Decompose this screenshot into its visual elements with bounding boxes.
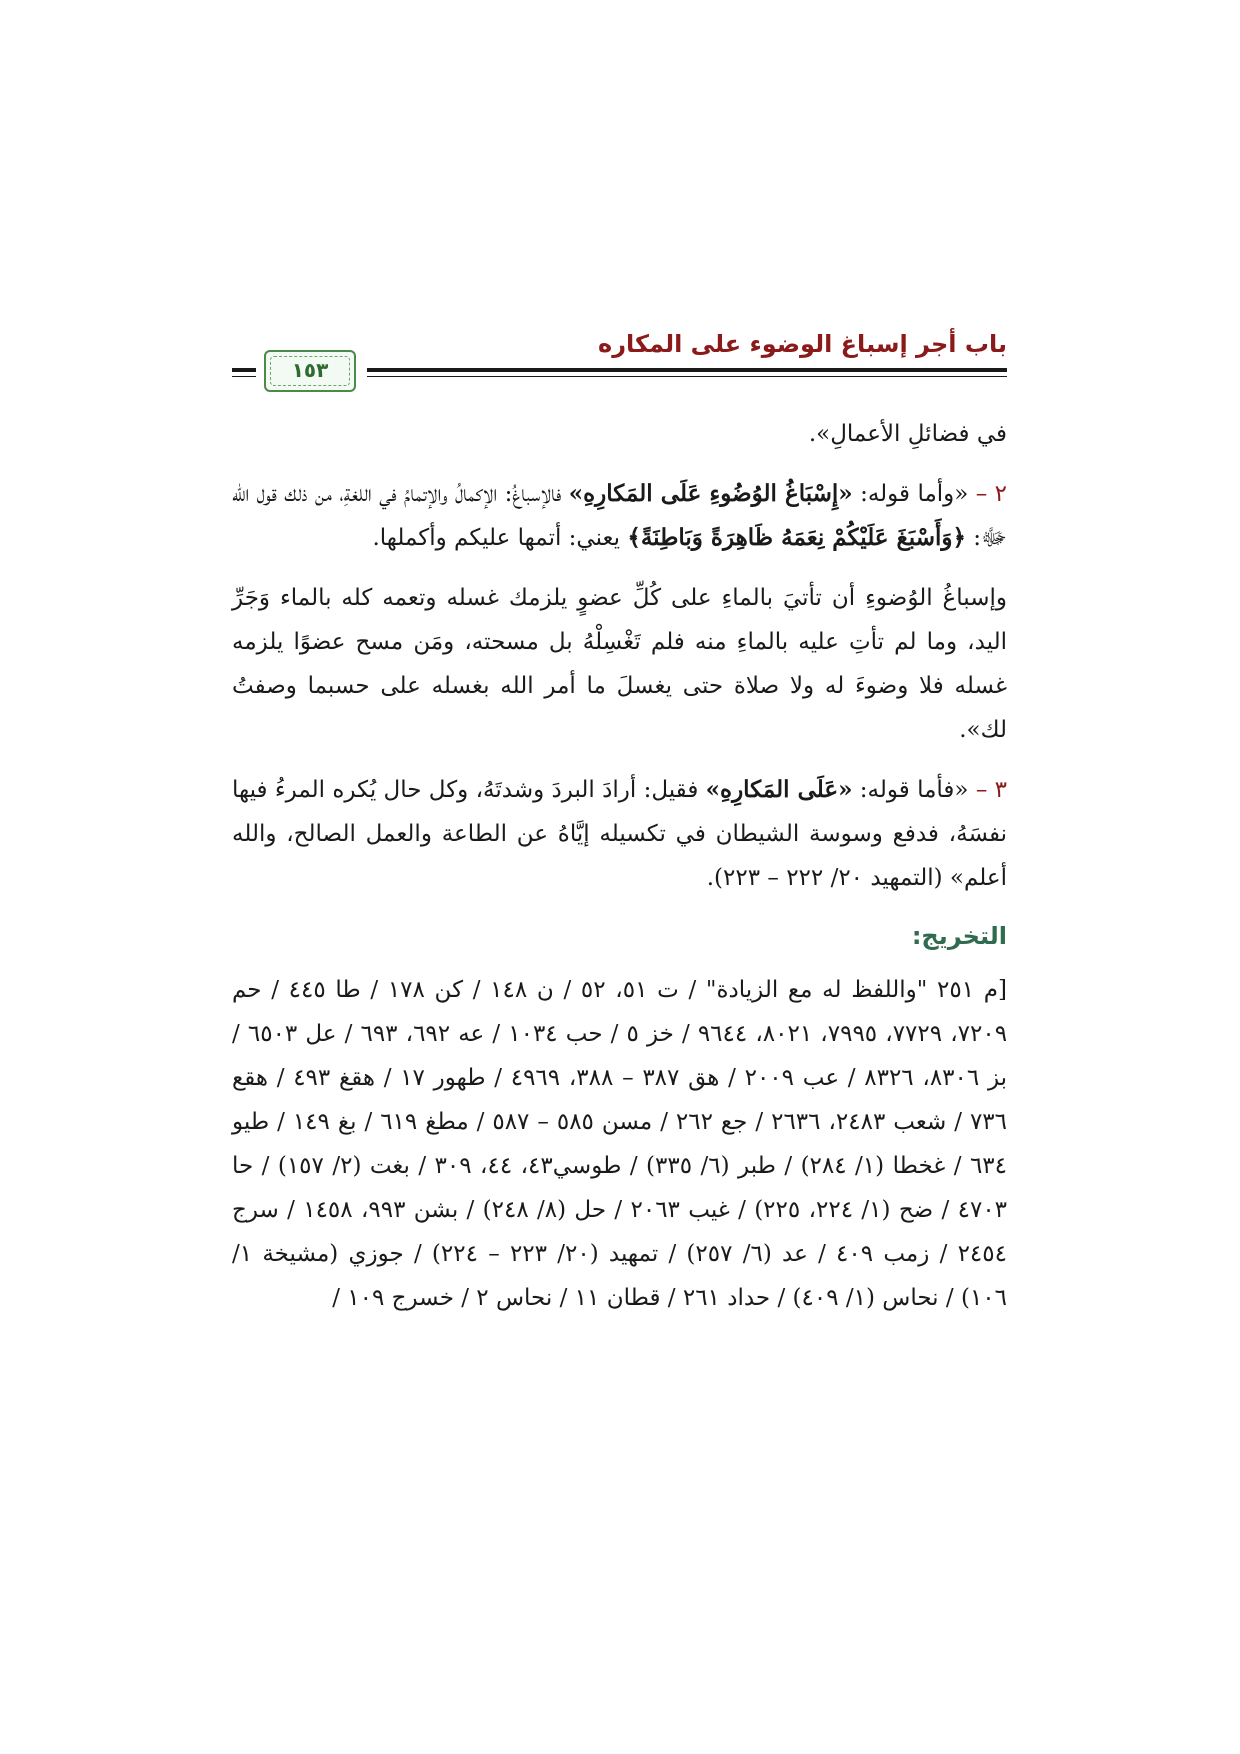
paragraph-3: وإسباغُ الوُضوءِ أن تأتيَ بالماءِ على كُلِّ عضوٍ يلزمك غسله وتعمه كله بالماء وَجَرِّ اليد، وما لم تأتِ عليه بالماءِ منه فلم تَغْسِلْهُ بل مسحته، ومَن مسح عضوًا يلزمه غسله فلا وضوءَ له ولا صلاة حتى يغسلَ ما أمر الله بغسله على حسبما وصفتُ لك». — [232, 585, 1007, 743]
takhrij-heading: التخريج: — [911, 922, 1007, 950]
text-segment: «وأما قوله: — [852, 481, 976, 507]
chapter-title: باب أجر إسباغ الوضوء على المكاره — [598, 330, 1007, 358]
header-rule-thin — [367, 376, 1007, 377]
page-number-badge — [264, 350, 356, 392]
hadith-term: «عَلَى المَكارِهِ» — [705, 776, 853, 803]
paragraph-continuation: في فضائلِ الأعمالِ». — [808, 421, 1007, 447]
paragraph-number: ٣ – — [975, 777, 1008, 803]
text-segment: فالإسباغُ: الإكمالُ والإتمامُ في اللغةِ، من ذلك قول الله ﷻ: — [232, 481, 1007, 551]
text-segment: يعني: أتمها عليكم وأكملها. — [372, 525, 628, 551]
hadith-term: «إِسْبَاغُ الوُضُوءِ عَلَى المَكارِهِ» — [568, 480, 853, 507]
page-header — [232, 330, 1007, 390]
takhrij-references: [م ٢٥١ "واللفظ له مع الزيادة" / ت ٥١، ٥٢ / ن ١٤٨ / كن ١٧٨ / طا ٤٤٥ / حم ٧٢٠٩، ٧٧٢٩، ٧٩٩٥، ٨٠٢١، ٩٦٤٤ / خز ٥ / حب ١٠٣٤ / عه ٦٩٢، ٦٩٣ / عل ٦٥٠٣ / بز ٨٣٠٦، ٨٣٢٦ / عب ٢٠٠٩ / هق ٣٨٧ – ٣٨٨، ٤٩٦٩ / طهور ١٧ / هقغ ٤٩٣ / هقع ٧٣٦ / شعب ٢٤٨٣، ٢٦٣٦ / جع ٢٦٢ / مسن ٥٨٥ – ٥٨٧ / مطغ ٦١٩ / بغ ١٤٩ / طيو ٦٣٤ / غخطا (١/ ٢٨٤) / طبر (٦/ ٣٣٥) / طوسي٤٣، ٤٤، ٣٠٩ / بغت (٢/ ١٥٧) / حا ٤٧٠٣ / ضح (١/ ٢٢٤، ٢٢٥) / غيب ٢٠٦٣ / حل (٨/ ٢٤٨) / بشن ٩٩٣، ١٤٥٨ / سرج ٢٤٥٤ / زمب ٤٠٩ / عد (٦/ ٢٥٧) / تمهيد (٢٠/ ٢٢٣ – ٢٢٤) / جوزي (مشيخة ١/ ١٠٦) / نحاس (١/ ٤٠٩) / حداد ٢٦١ / قطان ١١ / نحاس ٢ / خسرج ١٠٩ / — [232, 977, 1008, 1311]
paragraph-2 — [232, 472, 1007, 560]
header-rule — [367, 368, 1007, 372]
header-rule-left — [232, 368, 256, 372]
quran-verse: ﴿وَأَسْبَغَ عَلَيْكُمْ نِعَمَهُ ظَاهِرَةً وَبَاطِنَةً﴾ — [627, 524, 966, 551]
paragraph-number: ٢ – — [975, 481, 1007, 507]
text-segment: «فأما قوله: — [852, 777, 976, 803]
page-number: ١٥٣ — [291, 358, 329, 382]
text-segment: فقيل: أرادَ البردَ وشدتَهُ، وكل حال يُكره المرءُ فيها نفسَهُ، فدفع وسوسة الشيطان في تكسيله إيَّاهُ عن الطاعة والعمل الصالح، والله أعلم» (التمهيد ٢٠/ ٢٢٢ – ٢٢٣). — [232, 777, 1007, 891]
header-rule-left-thin — [232, 376, 256, 377]
paragraph-4 — [232, 768, 1007, 900]
page-body — [232, 412, 1007, 1320]
